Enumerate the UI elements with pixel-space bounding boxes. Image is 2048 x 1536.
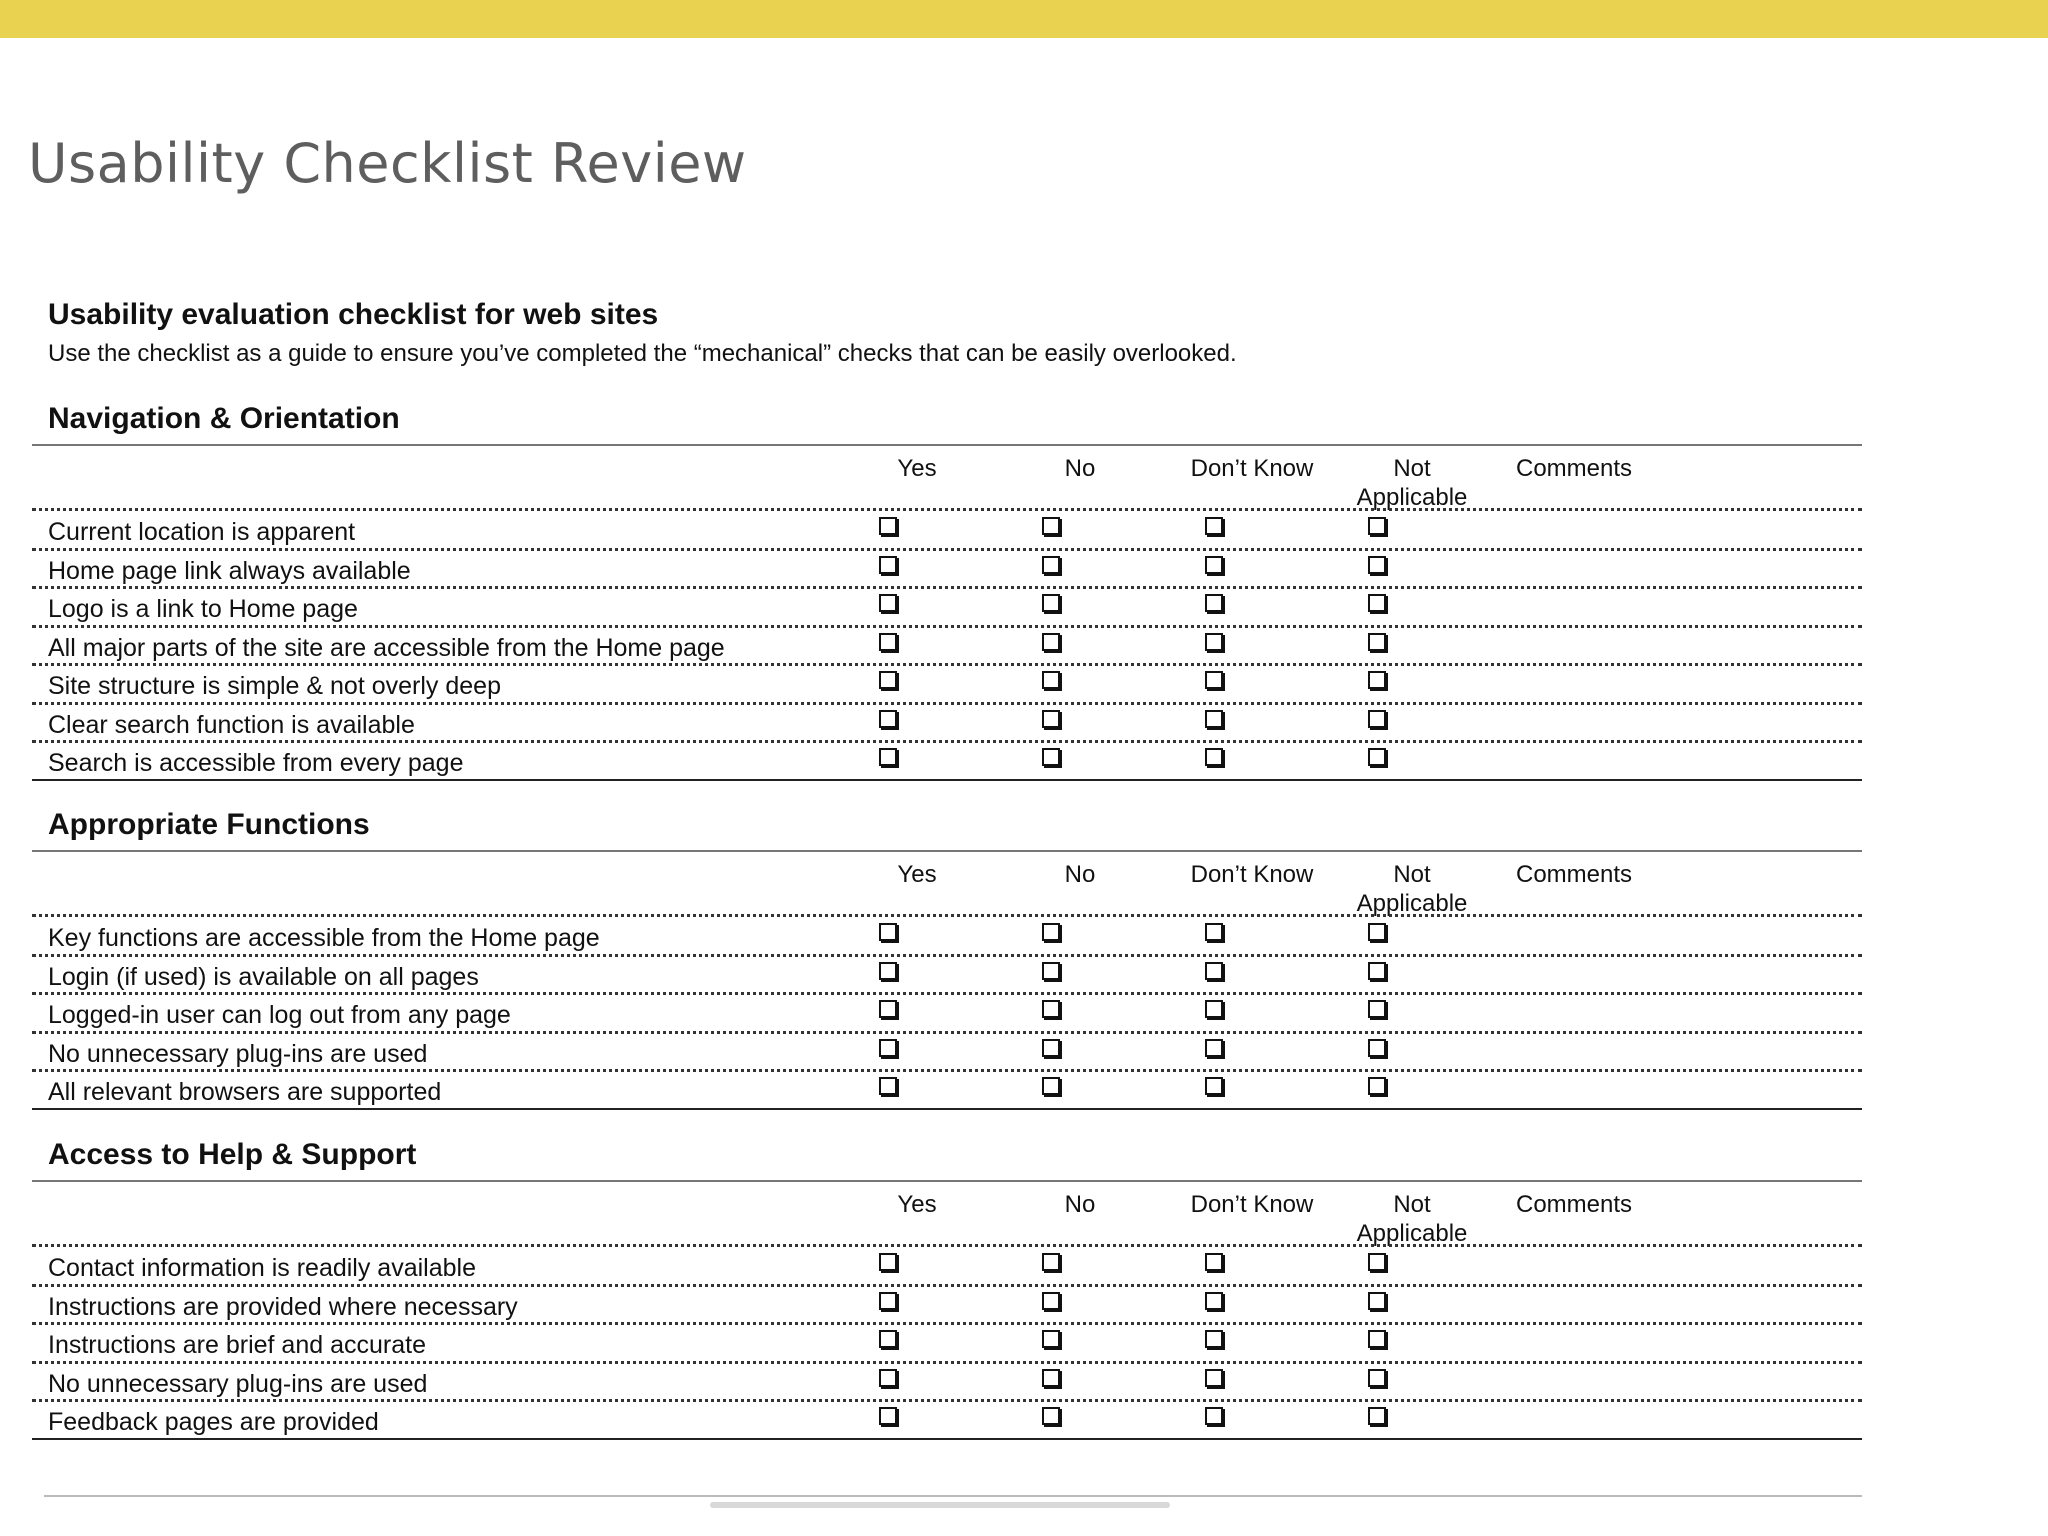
section-header-rule (32, 850, 1862, 852)
checkbox-yes[interactable] (879, 633, 897, 651)
column-header-no: No (1064, 1191, 1096, 1218)
checkbox-dont-know[interactable] (1205, 594, 1223, 612)
footer-divider (44, 1495, 1862, 1497)
checklist-row (32, 1325, 1862, 1363)
row-divider (32, 914, 1862, 917)
checkbox-yes[interactable] (879, 1407, 897, 1425)
column-header-not-applicable-line2: Applicable (1356, 890, 1468, 917)
checklist-item-label: Instructions are provided where necessary (48, 1292, 518, 1321)
checkbox-no[interactable] (1042, 1369, 1060, 1387)
checkbox-yes[interactable] (879, 962, 897, 980)
checkbox-dont-know[interactable] (1205, 748, 1223, 766)
checkbox-not-applicable[interactable] (1368, 923, 1386, 941)
checkbox-dont-know[interactable] (1205, 923, 1223, 941)
column-header-dont-know: Don’t Know (1190, 1191, 1314, 1218)
checklist-row (32, 551, 1862, 589)
checkbox-not-applicable[interactable] (1368, 1369, 1386, 1387)
checklist-item-label: No unnecessary plug-ins are used (48, 1039, 428, 1068)
checkbox-yes[interactable] (879, 594, 897, 612)
checkbox-no[interactable] (1042, 1253, 1060, 1271)
column-header-not-applicable-line2: Applicable (1356, 1220, 1468, 1247)
checklist-row (32, 918, 1862, 956)
checkbox-no[interactable] (1042, 1330, 1060, 1348)
checkbox-yes[interactable] (879, 1000, 897, 1018)
checkbox-not-applicable[interactable] (1368, 710, 1386, 728)
checklist-row (32, 1402, 1862, 1440)
checklist-item-label: Key functions are accessible from the Home page (48, 924, 600, 952)
checkbox-yes[interactable] (879, 1039, 897, 1057)
checklist-item-label: No unnecessary plug-ins are used (48, 1369, 428, 1398)
checklist-row (32, 1248, 1862, 1286)
checklist-item-label: Logged-in user can log out from any page (48, 1001, 511, 1029)
checkbox-yes[interactable] (879, 1292, 897, 1310)
checklist-item-label: Clear search function is available (48, 710, 415, 739)
checkbox-no[interactable] (1042, 962, 1060, 980)
checkbox-no[interactable] (1042, 748, 1060, 766)
checkbox-not-applicable[interactable] (1368, 1407, 1386, 1425)
checkbox-not-applicable[interactable] (1368, 748, 1386, 766)
checkbox-not-applicable[interactable] (1368, 1292, 1386, 1310)
section-title: Appropriate Functions (48, 808, 370, 841)
checkbox-dont-know[interactable] (1205, 556, 1223, 574)
row-divider (32, 508, 1862, 511)
checkbox-not-applicable[interactable] (1368, 633, 1386, 651)
section-end-rule (32, 1108, 1862, 1110)
checkbox-dont-know[interactable] (1205, 962, 1223, 980)
checklist-row (32, 1287, 1862, 1325)
checkbox-dont-know[interactable] (1205, 1407, 1223, 1425)
checkbox-yes[interactable] (879, 671, 897, 689)
checkbox-not-applicable[interactable] (1368, 671, 1386, 689)
document-subtitle: Use the checklist as a guide to ensure you’ve completed the “mechanical” checks that can be easily overlooked. (48, 340, 1237, 367)
checklist-row (32, 1364, 1862, 1402)
checkbox-no[interactable] (1042, 923, 1060, 941)
checkbox-dont-know[interactable] (1205, 633, 1223, 651)
column-header-comments: Comments (1515, 1191, 1633, 1218)
checklist-row (32, 705, 1862, 743)
checkbox-yes[interactable] (879, 1253, 897, 1271)
checkbox-yes[interactable] (879, 710, 897, 728)
section-end-rule (32, 1438, 1862, 1440)
checkbox-yes[interactable] (879, 556, 897, 574)
checkbox-dont-know[interactable] (1205, 1000, 1223, 1018)
footer-text-blurred (710, 1502, 1170, 1508)
checklist-row (32, 743, 1862, 781)
checklist-row (32, 589, 1862, 627)
checkbox-no[interactable] (1042, 1039, 1060, 1057)
column-header-not-applicable-line2: Applicable (1356, 484, 1468, 511)
column-header-dont-know: Don’t Know (1190, 861, 1314, 888)
checkbox-yes[interactable] (879, 923, 897, 941)
checkbox-dont-know[interactable] (1205, 1369, 1223, 1387)
checklist-item-label: Logo is a link to Home page (48, 595, 358, 623)
top-accent-bar (0, 0, 2048, 38)
checkbox-yes[interactable] (879, 1077, 897, 1095)
checkbox-no[interactable] (1042, 633, 1060, 651)
checkbox-not-applicable[interactable] (1368, 1330, 1386, 1348)
column-header-no: No (1064, 455, 1096, 482)
checkbox-dont-know[interactable] (1205, 1039, 1223, 1057)
checklist-item-label: All relevant browsers are supported (48, 1078, 442, 1106)
column-header-yes: Yes (897, 861, 937, 888)
checklist-row (32, 957, 1862, 995)
section-title: Access to Help & Support (48, 1138, 417, 1171)
checklist-row (32, 1034, 1862, 1072)
checkbox-dont-know[interactable] (1205, 1292, 1223, 1310)
checklist-item-label: Home page link always available (48, 556, 411, 585)
document-title: Usability evaluation checklist for web sites (48, 298, 659, 331)
column-header-yes: Yes (897, 1191, 937, 1218)
checkbox-yes[interactable] (879, 1330, 897, 1348)
checkbox-no[interactable] (1042, 556, 1060, 574)
column-header-not-applicable-line1: Not (1393, 1191, 1431, 1218)
section-title: Navigation & Orientation (48, 402, 400, 435)
checklist-row (32, 666, 1862, 704)
column-header-no: No (1064, 861, 1096, 888)
checkbox-dont-know[interactable] (1205, 671, 1223, 689)
section-header-rule (32, 444, 1862, 446)
column-header-not-applicable-line1: Not (1393, 861, 1431, 888)
checkbox-no[interactable] (1042, 1407, 1060, 1425)
checklist-row (32, 628, 1862, 666)
checklist-item-label: Current location is apparent (48, 518, 356, 546)
checklist-item-label: Contact information is readily available (48, 1254, 476, 1282)
checklist-row (32, 512, 1862, 550)
checklist-item-label: Login (if used) is available on all pages (48, 962, 479, 991)
checkbox-not-applicable[interactable] (1368, 962, 1386, 980)
row-divider (32, 1244, 1862, 1247)
column-header-dont-know: Don’t Know (1190, 455, 1314, 482)
slide-title: Usability Checklist Review (28, 132, 747, 195)
checkbox-no[interactable] (1042, 710, 1060, 728)
checkbox-not-applicable[interactable] (1368, 594, 1386, 612)
column-header-not-applicable-line1: Not (1393, 455, 1431, 482)
checklist-item-label: Site structure is simple & not overly deep (48, 672, 501, 700)
checklist-item-label: Feedback pages are provided (48, 1408, 379, 1436)
column-header-yes: Yes (897, 455, 937, 482)
checkbox-not-applicable[interactable] (1368, 1077, 1386, 1095)
section-end-rule (32, 779, 1862, 781)
checkbox-yes[interactable] (879, 748, 897, 766)
checkbox-not-applicable[interactable] (1368, 556, 1386, 574)
checkbox-yes[interactable] (879, 517, 897, 535)
checklist-row (32, 1072, 1862, 1110)
checkbox-not-applicable[interactable] (1368, 1039, 1386, 1057)
checklist-item-label: Instructions are brief and accurate (48, 1331, 426, 1359)
checklist-item-label: All major parts of the site are accessible from the Home page (48, 633, 725, 662)
checkbox-dont-know[interactable] (1205, 1077, 1223, 1095)
checkbox-no[interactable] (1042, 1000, 1060, 1018)
checkbox-dont-know[interactable] (1205, 517, 1223, 535)
checkbox-dont-know[interactable] (1205, 710, 1223, 728)
checklist-row (32, 995, 1862, 1033)
checkbox-yes[interactable] (879, 1369, 897, 1387)
checkbox-no[interactable] (1042, 1077, 1060, 1095)
checkbox-no[interactable] (1042, 594, 1060, 612)
checkbox-dont-know[interactable] (1205, 1330, 1223, 1348)
section-header-rule (32, 1180, 1862, 1182)
checkbox-not-applicable[interactable] (1368, 517, 1386, 535)
checkbox-not-applicable[interactable] (1368, 1000, 1386, 1018)
checkbox-no[interactable] (1042, 517, 1060, 535)
checkbox-not-applicable[interactable] (1368, 1253, 1386, 1271)
checkbox-no[interactable] (1042, 671, 1060, 689)
checklist-item-label: Search is accessible from every page (48, 749, 464, 777)
column-header-comments: Comments (1515, 861, 1633, 888)
column-header-comments: Comments (1515, 455, 1633, 482)
checkbox-no[interactable] (1042, 1292, 1060, 1310)
checkbox-dont-know[interactable] (1205, 1253, 1223, 1271)
